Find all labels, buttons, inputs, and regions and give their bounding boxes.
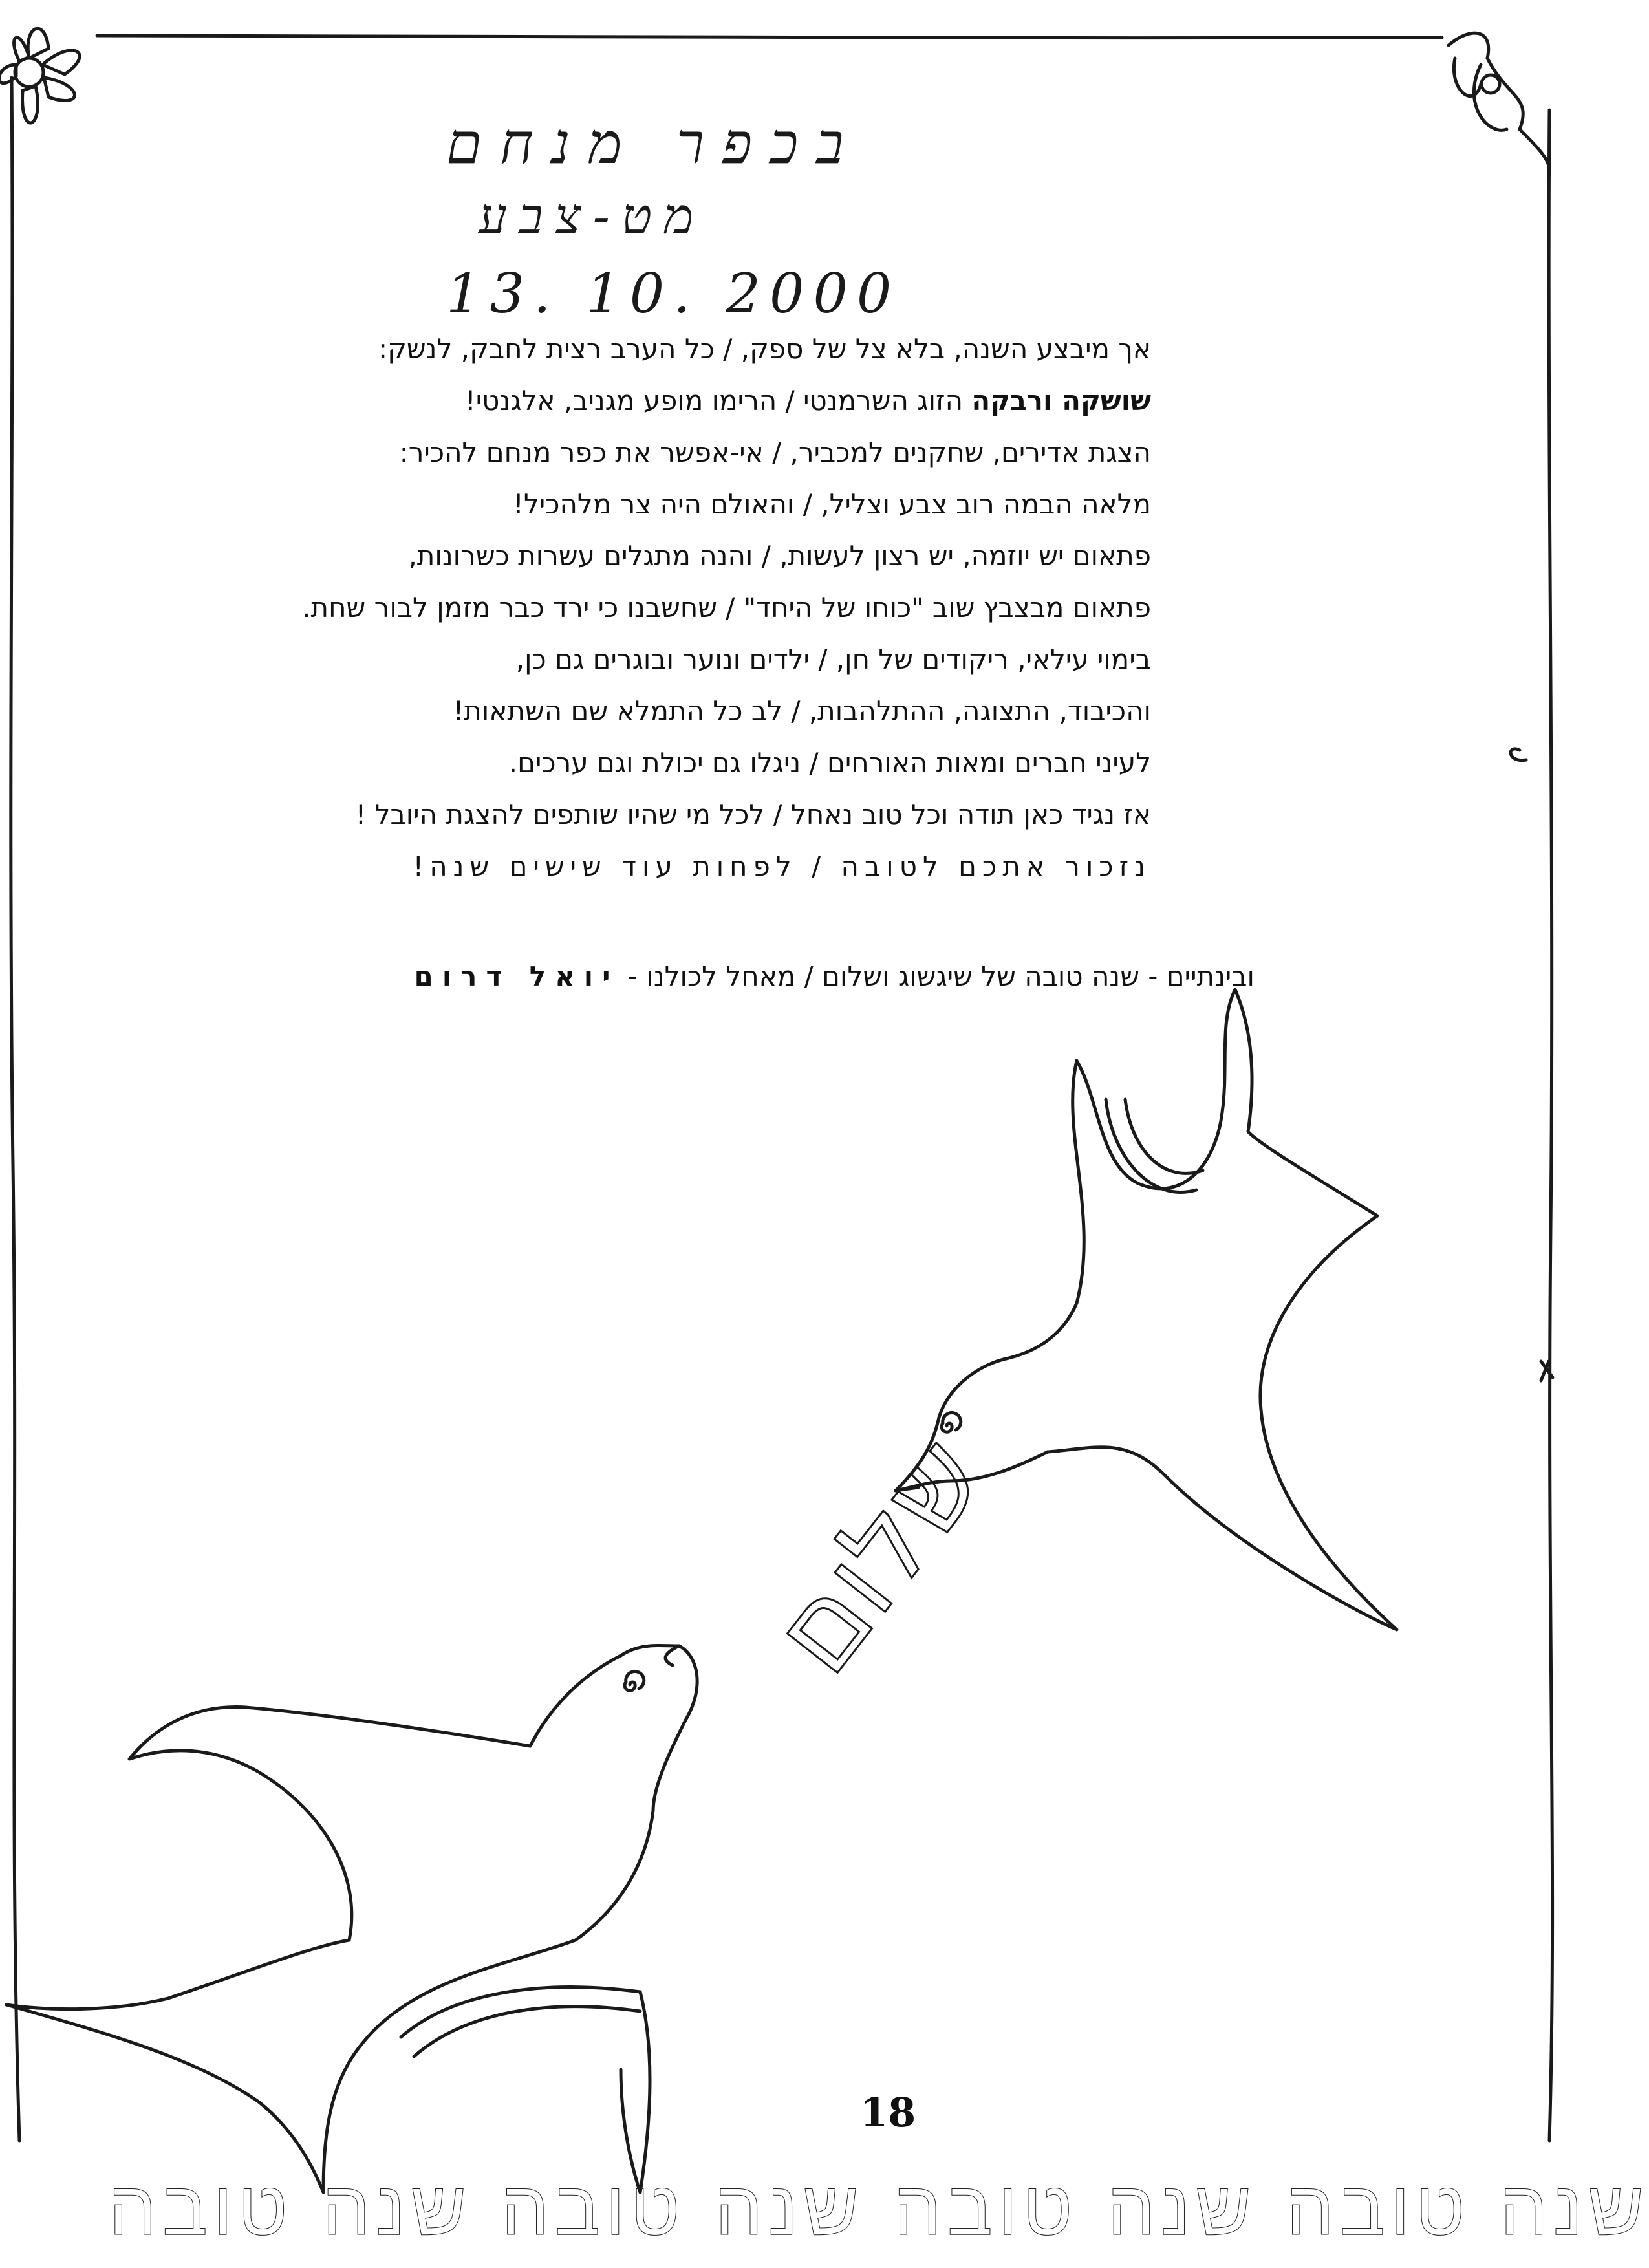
signoff [415, 954, 1255, 999]
frame-right-line [1549, 110, 1552, 2141]
page-number: 18 [860, 2089, 916, 2136]
poem-line-10: אז נגיד כאן תודה וכל טוב נאחל / לכל מי שהיו שותפים להצגת היובל ! [355, 799, 1151, 830]
poem-line-5: פתאום יש יוזמה, יש רצון לעשות, / והנה מתגלים עשרות כשרונות, [408, 540, 1151, 572]
poem-line-1: אך מיבצע השנה, בלא צל של ספק, / כל הערב רצית לחבק, לנשק: [378, 333, 1151, 365]
greeting-band: שנה טובה שנה טובה שנה טובה שנה טובה [108, 2163, 1649, 2252]
poem-line-3: הצגת אדירים, שחקנים למכביר, / אי-אפשר את כפר מנחם להכיר: [399, 437, 1151, 468]
poem-line-4: מלאה הבמה רוב צבע וצליל, / והאולם היה צר מלהכיל! [513, 488, 1151, 520]
poem-line-11: נזכור אתכם לטובה / לפחות עוד שישים שנה! [413, 850, 1151, 882]
poem-highlight-names: שושקה ורבקה [971, 385, 1151, 416]
frame-top-line [97, 35, 1442, 38]
margin-mark-1 [1511, 749, 1526, 761]
frame-left-line [11, 78, 19, 2141]
handwritten-event: מט-צבע [479, 188, 706, 246]
handwritten-location: בכפר מנחם [446, 110, 862, 177]
shalom-word: שלום [746, 1412, 1012, 1698]
poem [39, 323, 1151, 892]
author-name: יואל דרום [414, 960, 620, 992]
dove-left-icon [6, 1645, 697, 2192]
handwritten-date: 13. 10. 2000 [446, 262, 901, 325]
poem-line-8: והכיבוד, התצוגה, ההתלהבות, / לב כל התמלא שם השתאות! [453, 695, 1151, 727]
poem-line-2: שושקה ורבקה הזוג השרמנטי / הרימו מופע מגניב, אלגנטי! [464, 385, 1151, 416]
poem-line-6: פתאום מבצבץ שוב "כוחו של היחד" / שחשבנו כי ירד כבר מזמן לבור שחת. [302, 592, 1151, 623]
signoff-text: ובינתיים - שנה טובה של שיגשוג ושלום / מאחל לכולנו - [619, 960, 1255, 992]
poem-line-7: בימוי עילאי, ריקודים של חן, / ילדים ונוער ובוגרים גם כן, [515, 643, 1151, 675]
flower-top-right-icon [1449, 33, 1550, 175]
poem-line-9: לעיני חברים ומאות האורחים / ניגלו גם יכולת וגם ערכים. [508, 747, 1151, 779]
